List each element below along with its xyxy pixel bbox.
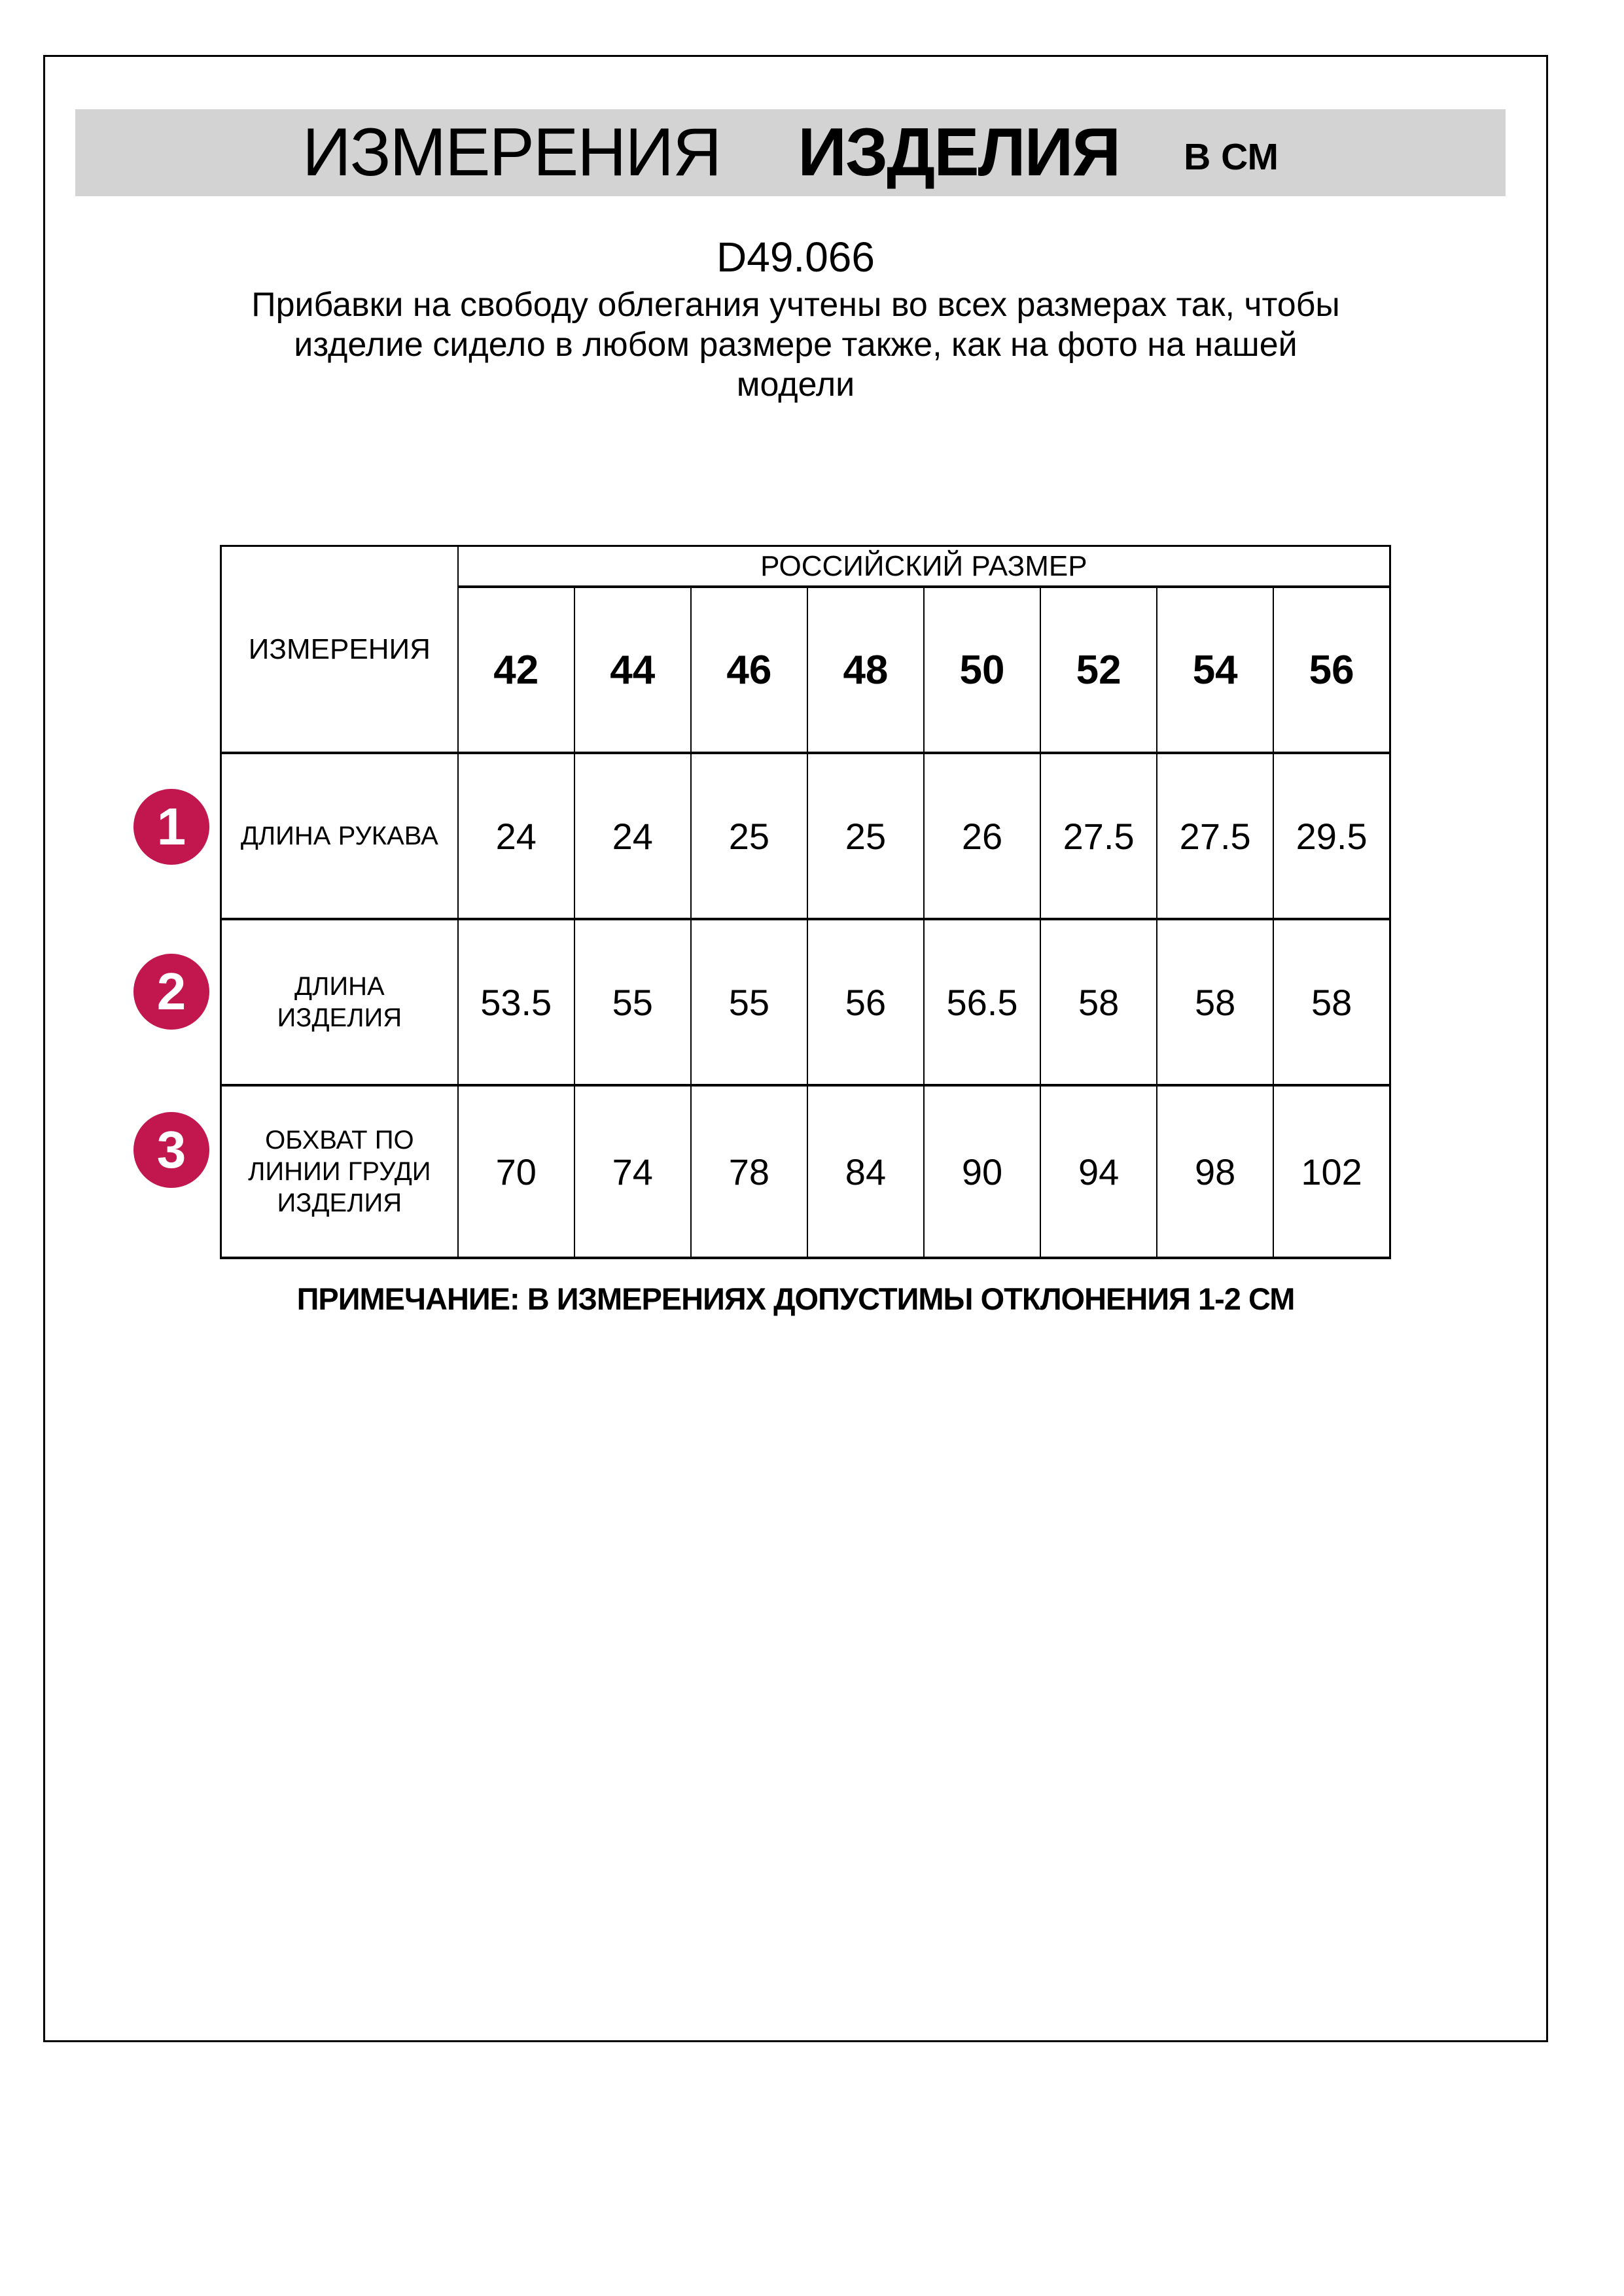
value-cell: 27.5 (1157, 753, 1273, 919)
size-cell: 56 (1273, 587, 1390, 753)
value-cell: 55 (691, 919, 807, 1085)
value-cell: 56 (807, 919, 924, 1085)
table-row-chest-girth (221, 1085, 1390, 1258)
value-cell: 58 (1040, 919, 1157, 1085)
value-cell: 27.5 (1040, 753, 1157, 919)
value-cell: 25 (807, 753, 924, 919)
value-cell: 90 (924, 1085, 1040, 1258)
page-title-unit: В СМ (1184, 135, 1279, 178)
value-cell: 84 (807, 1085, 924, 1258)
value-cell: 53.5 (458, 919, 574, 1085)
size-cell: 52 (1040, 587, 1157, 753)
table-row-item-length (221, 919, 1390, 1085)
fit-description-line-2: изделие сидело в любом размере также, как на фото на нашей (294, 326, 1297, 364)
size-cell: 42 (458, 587, 574, 753)
value-cell: 29.5 (1273, 753, 1390, 919)
size-cell: 54 (1157, 587, 1273, 753)
row-label: ДЛИНА РУКАВА (221, 753, 458, 919)
size-cell: 46 (691, 587, 807, 753)
value-cell: 58 (1157, 919, 1273, 1085)
tolerance-note: ПРИМЕЧАНИЕ: В ИЗМЕРЕНИЯХ ДОПУСТИМЫ ОТКЛОНЕНИЯ 1-2 СМ (296, 1281, 1295, 1316)
size-cell: 48 (807, 587, 924, 753)
value-cell: 78 (691, 1085, 807, 1258)
value-cell: 24 (574, 753, 691, 919)
table-header-row (221, 546, 1390, 587)
page-title-measurements: ИЗМЕРЕНИЯ (302, 114, 721, 190)
value-cell: 56.5 (924, 919, 1040, 1085)
size-table (220, 545, 1391, 1259)
value-cell: 25 (691, 753, 807, 919)
title-bar (75, 109, 1506, 196)
fit-description-line-3: модели (736, 366, 855, 404)
fit-description (43, 285, 1548, 405)
row-label: ОБХВАТ ПО ЛИНИИ ГРУДИ ИЗДЕЛИЯ (221, 1085, 458, 1258)
size-cell: 50 (924, 587, 1040, 753)
value-cell: 102 (1273, 1085, 1390, 1258)
value-cell: 24 (458, 753, 574, 919)
value-cell: 55 (574, 919, 691, 1085)
row-marker-1: 1 (133, 789, 209, 865)
value-cell: 74 (574, 1085, 691, 1258)
table-row-sleeve-length (221, 753, 1390, 919)
corner-label: ИЗМЕРЕНИЯ (221, 546, 458, 754)
value-cell: 26 (924, 753, 1040, 919)
row-label: ДЛИНА ИЗДЕЛИЯ (221, 919, 458, 1085)
row-marker-3: 3 (133, 1112, 209, 1188)
page-title-product: ИЗДЕЛИЯ (798, 114, 1120, 190)
model-number: D49.066 (716, 234, 875, 281)
size-header: РОССИЙСКИЙ РАЗМЕР (458, 546, 1390, 587)
fit-description-line-1: Прибавки на свободу облегания учтены во всех размерах так, чтобы (251, 286, 1340, 324)
value-cell: 58 (1273, 919, 1390, 1085)
value-cell: 98 (1157, 1085, 1273, 1258)
value-cell: 94 (1040, 1085, 1157, 1258)
value-cell: 70 (458, 1085, 574, 1258)
row-marker-2: 2 (133, 954, 209, 1030)
size-cell: 44 (574, 587, 691, 753)
